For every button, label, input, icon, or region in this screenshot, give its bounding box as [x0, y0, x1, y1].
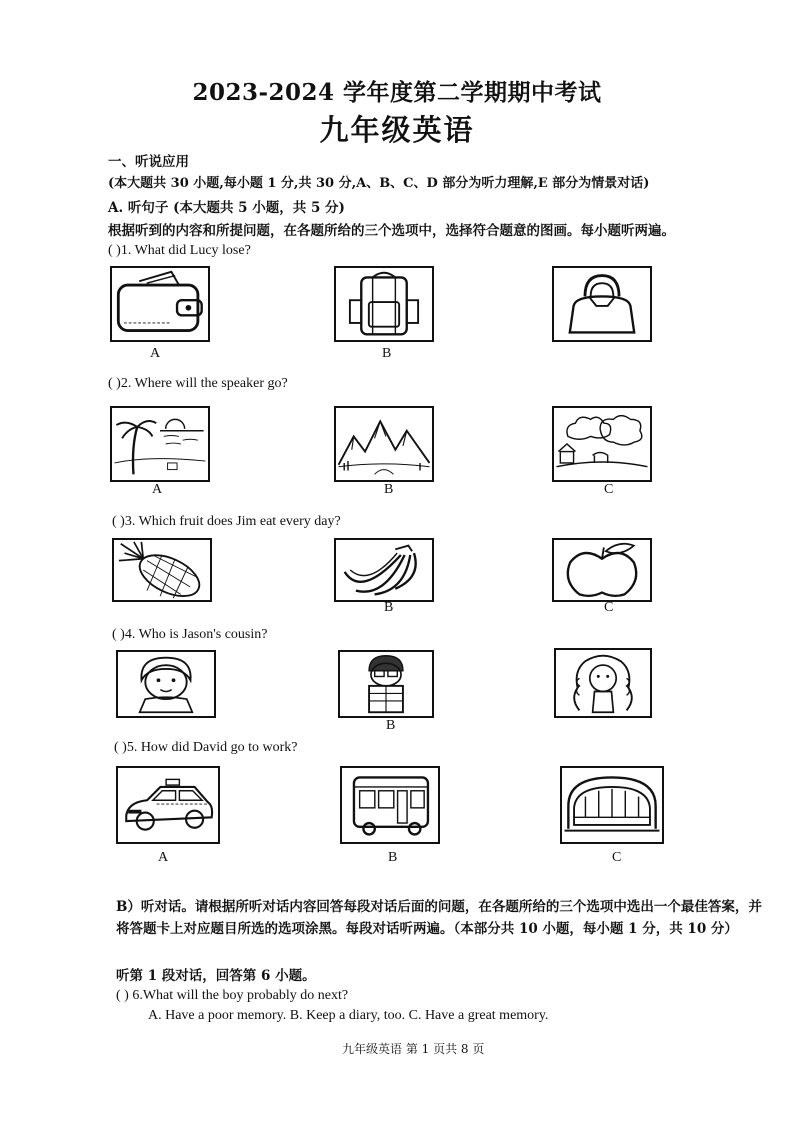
label-3c: C	[604, 600, 614, 615]
taxi-picture[interactable]	[116, 766, 220, 844]
girl-short-hair-icon	[118, 652, 214, 716]
label-5a: A	[158, 850, 169, 865]
question-1: ( )1. What did Lucy lose?	[108, 243, 251, 258]
taxi-icon	[118, 768, 218, 842]
question-3: ( )3. Which fruit does Jim eat every day?	[112, 514, 341, 529]
label-2a: A	[152, 482, 163, 497]
part-a-instruction: 根据听到的内容和所提问题，在各题所给的三个选项中，选择符合题意的图画。每小题听两遍。	[108, 223, 675, 239]
label-2b: B	[384, 482, 394, 497]
handbag-icon	[554, 268, 650, 340]
label-3b: B	[384, 600, 394, 615]
question-2: ( )2. Where will the speaker go?	[108, 376, 288, 391]
backpack-picture[interactable]	[334, 266, 434, 342]
handbag-picture[interactable]	[552, 266, 652, 342]
wallet-picture[interactable]	[110, 266, 210, 342]
bananas-icon	[336, 540, 432, 600]
dialogue-1-heading: 听第 1 段对话，回答第 6 小题。	[116, 968, 316, 984]
boy-glasses-picture[interactable]	[338, 650, 434, 718]
mountains-picture[interactable]	[334, 406, 434, 482]
boy-glasses-icon	[340, 652, 432, 716]
mountains-icon	[336, 408, 432, 480]
farm-icon	[554, 408, 650, 480]
page-footer: 九年级英语 第 1 页共 8 页	[342, 1042, 485, 1056]
label-4b: B	[386, 718, 396, 733]
pineapple-picture[interactable]	[112, 538, 212, 602]
apple-icon	[554, 540, 650, 600]
question-6: ( ) 6.What will the boy probably do next?	[116, 988, 349, 1003]
farm-picture[interactable]	[552, 406, 652, 482]
exam-title: 2023-2024 学年度第二学期期中考试	[192, 79, 602, 106]
section-heading: 一、听说应用	[108, 154, 189, 170]
girl-short-hair-picture[interactable]	[116, 650, 216, 718]
label-5c: C	[612, 850, 622, 865]
beach-picture[interactable]	[110, 406, 210, 482]
beach-icon	[112, 408, 208, 480]
label-5b: B	[388, 850, 398, 865]
question-4: ( )4. Who is Jason's cousin?	[112, 627, 268, 642]
girl-curly-hair-icon	[556, 650, 650, 716]
part-b-instruction: B）听对话。请根据所听对话内容回答每段对话后面的问题，在各题所给的三个选项中选出一个最佳答案，并将答题卡上对应题目所选的选项涂黑。每段对话听两遍。（本部分共 10 小题，每小题 1 分，共 10 分）	[116, 899, 762, 937]
question-5: ( )5. How did David go to work?	[114, 740, 298, 755]
subway-train-icon	[562, 768, 662, 842]
apple-picture[interactable]	[552, 538, 652, 602]
label-1a: A	[150, 346, 161, 361]
subway-train-picture[interactable]	[560, 766, 664, 844]
section-note: (本大题共 30 小题,每小题 1 分,共 30 分,A、B、C、D 部分为听力理解,E 部分为情景对话)	[108, 176, 650, 191]
exam-subtitle: 九年级英语	[319, 113, 475, 147]
label-2c: C	[604, 482, 614, 497]
bananas-picture[interactable]	[334, 538, 434, 602]
question-6-options: A. Have a poor memory. B. Keep a diary, too. C. Have a great memory.	[148, 1008, 549, 1023]
label-1b: B	[382, 346, 392, 361]
wallet-icon	[112, 268, 208, 340]
backpack-icon	[336, 268, 432, 340]
part-a-heading: A. 听句子 (本大题共 5 小题，共 5 分)	[108, 200, 345, 216]
bus-icon	[342, 768, 438, 842]
girl-curly-hair-picture[interactable]	[554, 648, 652, 718]
pineapple-icon	[114, 540, 210, 600]
bus-picture[interactable]	[340, 766, 440, 844]
